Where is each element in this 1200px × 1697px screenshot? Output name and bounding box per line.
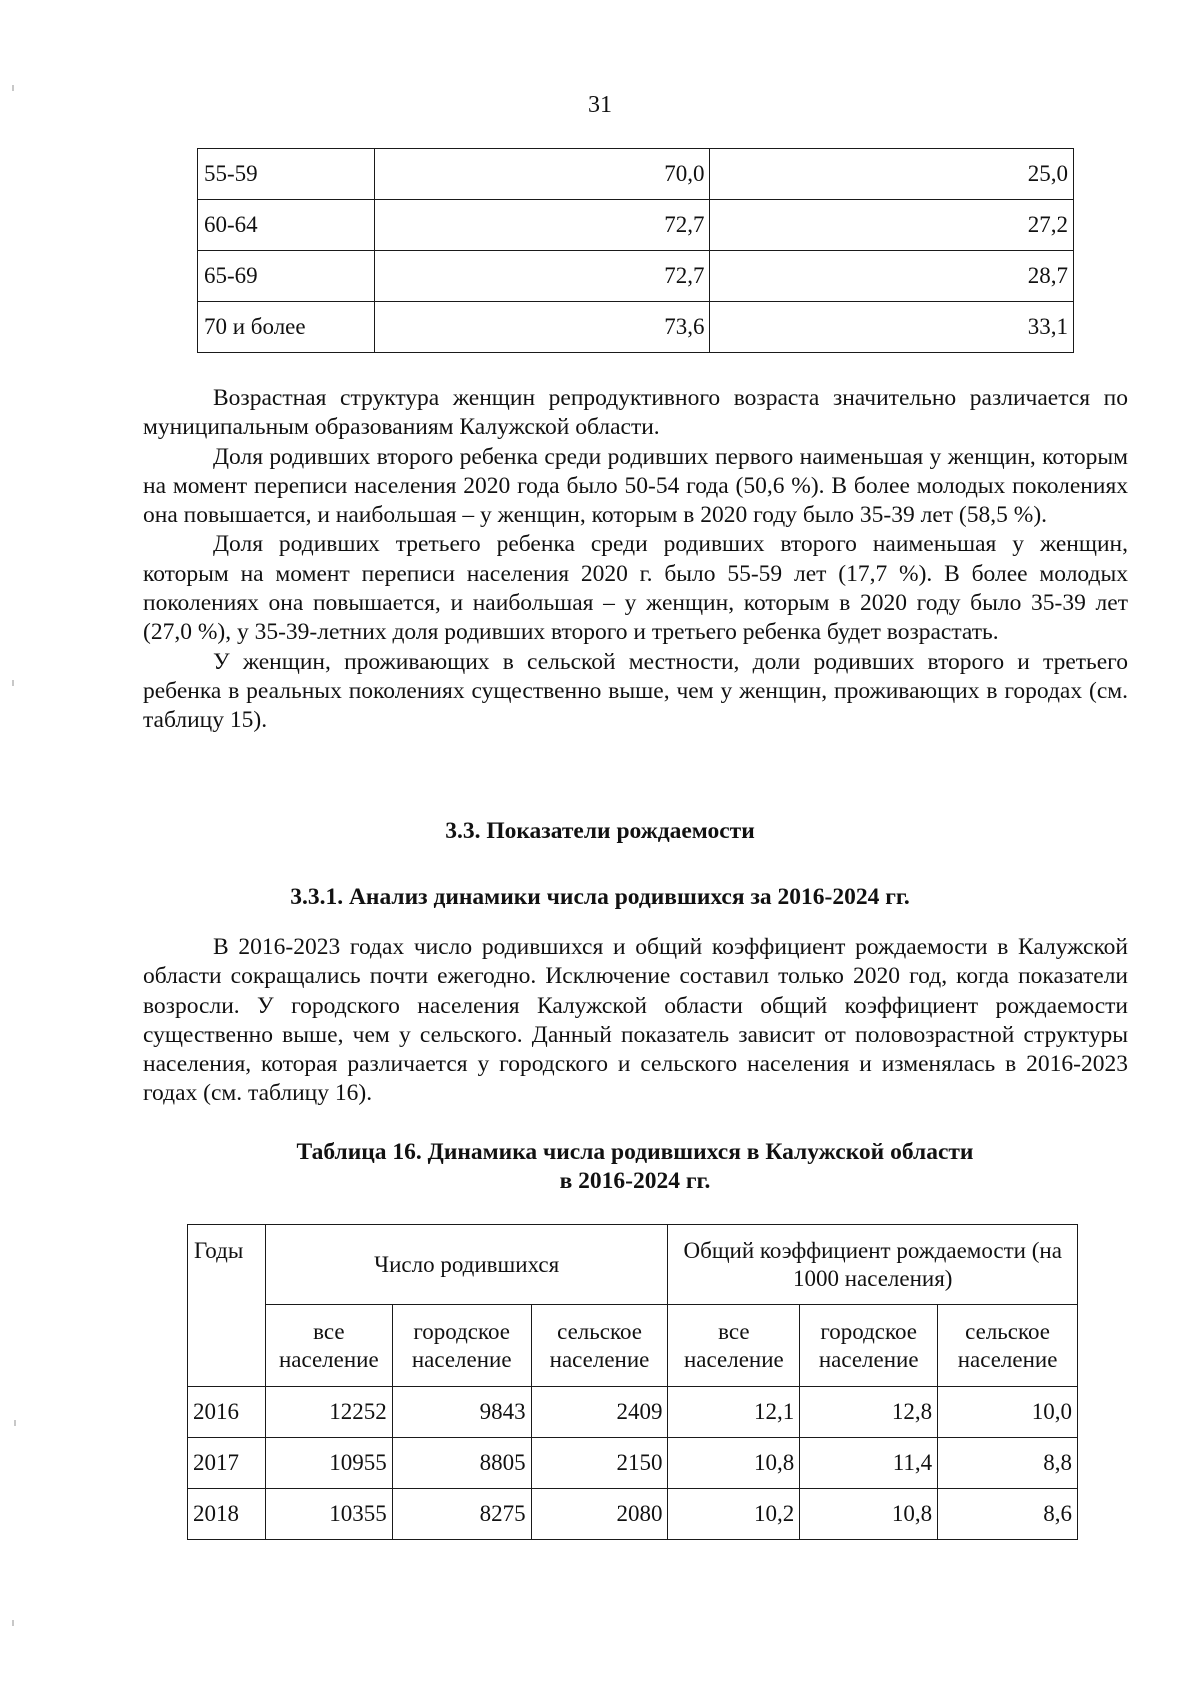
table-row <box>198 149 1074 200</box>
body-text-block-1 <box>143 384 1128 736</box>
scan-artifact <box>12 85 14 91</box>
year-cell: 2018 <box>188 1489 266 1540</box>
table-subheader-row <box>188 1305 1078 1387</box>
age-group-cell: 55-59 <box>198 149 375 200</box>
subheader-urban: городское население <box>392 1305 531 1387</box>
births-table <box>187 1224 1078 1540</box>
header-births: Число родившихся <box>265 1225 668 1305</box>
value-cell: 12252 <box>265 1387 392 1438</box>
value-cell: 11,4 <box>800 1438 938 1489</box>
table-row <box>198 302 1074 353</box>
value-cell: 28,7 <box>710 251 1074 302</box>
header-years: Годы <box>188 1225 266 1387</box>
value-cell: 8,8 <box>938 1438 1078 1489</box>
subheader-rural: сельское население <box>938 1305 1078 1387</box>
value-cell: 12,8 <box>800 1387 938 1438</box>
paragraph: Доля родивших третьего ребенка среди родивших второго наименьшая у женщин, которым на момент переписи населения 2020 г. было 55-59 лет (17,7 %). В более молодых поколениях она повышается, и наибольшая – у женщин, которым в 2020 году было 35-39 лет (27,0 %), у 35-39-летних доля родивших второго и третьего ребенка будет возрастать. <box>143 531 1128 646</box>
table-row <box>188 1387 1078 1438</box>
value-cell: 8,6 <box>938 1489 1078 1540</box>
value-cell: 33,1 <box>710 302 1074 353</box>
table-row <box>198 251 1074 302</box>
subsection-heading: 3.3.1. Анализ динамики числа родившихся за 2016-2024 гг. <box>290 884 910 910</box>
table-row <box>188 1438 1078 1489</box>
value-cell: 2080 <box>531 1489 668 1540</box>
table-caption-line: Таблица 16. Динамика числа родившихся в Калужской области <box>296 1139 974 1165</box>
value-cell: 8805 <box>392 1438 531 1489</box>
value-cell: 10,2 <box>668 1489 800 1540</box>
subheader-urban: городское население <box>800 1305 938 1387</box>
value-cell: 73,6 <box>374 302 710 353</box>
value-cell: 12,1 <box>668 1387 800 1438</box>
age-group-cell: 70 и более <box>198 302 375 353</box>
value-cell: 2150 <box>531 1438 668 1489</box>
table-header-row <box>188 1225 1078 1305</box>
value-cell: 10955 <box>265 1438 392 1489</box>
subheader-rural: сельское население <box>531 1305 668 1387</box>
scan-artifact <box>12 680 14 686</box>
value-cell: 8275 <box>392 1489 531 1540</box>
value-cell: 70,0 <box>374 149 710 200</box>
year-cell: 2017 <box>188 1438 266 1489</box>
table-row <box>198 200 1074 251</box>
page-number: 31 <box>588 92 612 118</box>
body-text-block-2 <box>143 933 1128 1109</box>
value-cell: 2409 <box>531 1387 668 1438</box>
value-cell: 27,2 <box>710 200 1074 251</box>
scan-artifact <box>14 1420 16 1426</box>
table-caption <box>250 1138 1020 1196</box>
table-caption-line: в 2016-2024 гг. <box>559 1168 711 1194</box>
subheader-all: все население <box>668 1305 800 1387</box>
paragraph: У женщин, проживающих в сельской местности, доли родивших второго и третьего ребенка в реальных поколениях существенно выше, чем у женщин, проживающих в городах (см. таблицу 15). <box>143 648 1128 734</box>
value-cell: 72,7 <box>374 251 710 302</box>
paragraph: Доля родивших второго ребенка среди родивших первого наименьшая у женщин, которым на момент переписи населения 2020 года было 50-54 года (50,6 %). В более молодых поколениях она повышается, и наибольшая – у женщин, которым в 2020 году было 35-39 лет (58,5 %). <box>143 443 1128 529</box>
value-cell: 25,0 <box>710 149 1074 200</box>
header-birth-rate: Общий коэффициент рождаемости (на 1000 населения) <box>668 1225 1078 1305</box>
age-table <box>197 148 1074 353</box>
paragraph: В 2016-2023 годах число родившихся и общий коэффициент рождаемости в Калужской области сокращались почти ежегодно. Исключение составил только 2020 год, когда показатели возросли. У городского населения Калужской области общий коэффициент рождаемости существенно выше, чем у сельского. Данный показатель зависит от половозрастной структуры населения, которая различается у городского и сельского населения и изменялась в 2016-2023 годах (см. таблицу 16). <box>143 934 1128 1107</box>
section-heading: 3.3. Показатели рождаемости <box>445 818 755 844</box>
value-cell: 10,8 <box>668 1438 800 1489</box>
table-row <box>188 1489 1078 1540</box>
value-cell: 10,8 <box>800 1489 938 1540</box>
age-group-cell: 65-69 <box>198 251 375 302</box>
age-group-cell: 60-64 <box>198 200 375 251</box>
value-cell: 10355 <box>265 1489 392 1540</box>
value-cell: 72,7 <box>374 200 710 251</box>
year-cell: 2016 <box>188 1387 266 1438</box>
paragraph: Возрастная структура женщин репродуктивного возраста значительно различается по муниципальным образованиям Калужской области. <box>143 385 1128 441</box>
value-cell: 9843 <box>392 1387 531 1438</box>
subheader-all: все население <box>265 1305 392 1387</box>
scan-artifact <box>12 1620 14 1626</box>
value-cell: 10,0 <box>938 1387 1078 1438</box>
